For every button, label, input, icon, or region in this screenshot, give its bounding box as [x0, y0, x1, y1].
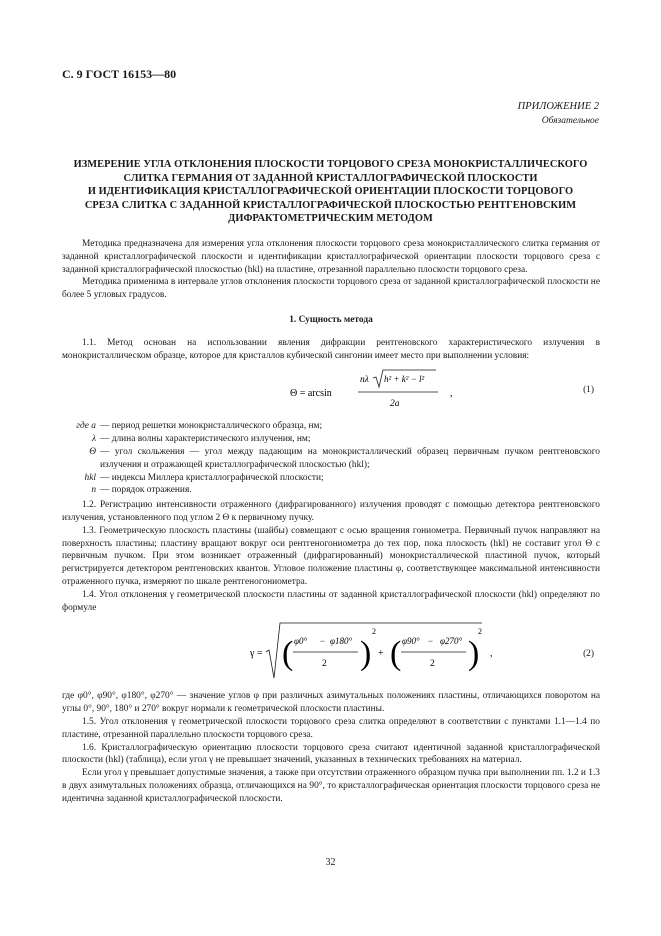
definition-symbol: n — [91, 485, 96, 496]
document-title — [58, 158, 603, 226]
formula-1-lhs: Θ = arcsin — [290, 388, 332, 400]
left-paren: ( — [282, 635, 294, 673]
equation-number-2: (2) — [583, 649, 594, 660]
standard-header: С. 9 ГОСТ 16153—80 — [62, 67, 177, 81]
appendix-status: Обязательное — [541, 116, 599, 126]
title-line: ИЗМЕРЕНИЕ УГЛА ОТКЛОНЕНИЯ ПЛОСКОСТИ ТОРЦОВОГО СРЕЗА МОНОКРИСТАЛЛИЧЕСКОГО — [73, 159, 588, 170]
denominator-1: 2 — [322, 659, 327, 670]
formula-1-radicand: h² + k² − l² — [384, 374, 425, 385]
exponent-1: 2 — [372, 627, 376, 637]
formula-1-numerator: nλ — [360, 375, 369, 386]
definition-symbol: hkl — [84, 472, 96, 483]
appendix-label — [518, 100, 599, 128]
paragraph-1-4-explanation: где φ0°, φ90°, φ180°, φ270° — значение углов φ при различных азимутальных положениях пластины, отличающихся поворотом на углы 0°, 90°, 180° и 270° вокруг нормали к геометрической плоскости пластины. — [62, 691, 600, 715]
paragraph-1-6-continued: Если угол γ превышает допустимые значения, а также при отсутствии отраженного образцом пучка при выполнении пп. 1.2 и 1.3 в двух азимутальных положениях образца, отличающихся на 90°, то кристаллографическая ориентация плоскости торцового среза не идентична заданной кристаллографической плоскости. — [62, 768, 600, 804]
formula-2-comma: , — [490, 648, 493, 660]
definition-item — [62, 433, 600, 446]
title-line: И ИДЕНТИФИКАЦИЯ КРИСТАЛЛОГРАФИЧЕСКОЙ ОРИЕНТАЦИИ ПЛОСКОСТИ ТОРЦОВОГО — [87, 186, 574, 198]
phi-90: φ90° — [402, 636, 420, 647]
phi-180: φ180° — [330, 636, 353, 647]
definition-symbol: λ — [91, 434, 96, 445]
denominator-2: 2 — [430, 659, 435, 670]
definition-item — [62, 446, 600, 472]
definition-item — [62, 484, 600, 497]
section-title: 1. Сущность метода — [289, 314, 373, 325]
formula-1-denominator: 2a — [390, 399, 400, 410]
title-line: ДИФРАКТОМЕТРИЧЕСКИМ МЕТОДОМ — [228, 213, 433, 225]
definition-symbol: Θ — [89, 446, 96, 457]
phi-270: φ270° — [440, 636, 463, 647]
equation-number-1: (1) — [583, 385, 594, 396]
title-line: СРЕЗА СЛИТКА С ЗАДАННОЙ КРИСТАЛЛОГРАФИЧЕСКОЙ ПЛОСКОСТЬЮ РЕНТГЕНОВСКИМ — [84, 199, 577, 211]
formula-2-graphic — [250, 620, 510, 684]
definition-list — [62, 420, 600, 497]
definition-item — [62, 472, 600, 485]
right-paren: ) — [468, 635, 480, 673]
paragraph-1-1: 1.1. Метод основан на использовании явления дифракции рентгеновского характеристического излучения в монокристаллическом образце, которое для кристаллов кубической сингонии имеет место при выполнении условия: — [62, 337, 600, 361]
paragraph-1-6: 1.6. Кристаллографическую ориентацию плоскости торцового среза считают идентичной заданной кристаллографической плоскости (hkl) (таблица), если угол γ не превышает значений, указанных в технических требованиях на материал. — [62, 742, 600, 766]
paragraph-1-3: 1.3. Геометрическую плоскость пластины (шайбы) совмещают с осью вращения гониометра. Первичный пучок направляют на поверхность пластины; пластину вращают вокруг оси рентгеногониометра до тех пор, пока плоскость (hkl) не составит угол Θ с первичным пучком. При этом возникает отраженный (дифрагированный) монокристаллической пластиной пучок, который регистрируется детектором рентгеновских квантов. Угловое положение пластины φ, соответствующее максимальной интенсивности отраженного пучка, измеряют по шкале рентгеногониометра. — [62, 525, 600, 587]
document-body — [62, 238, 600, 806]
appendix-title: ПРИЛОЖЕНИЕ 2 — [517, 101, 599, 112]
phi-0: φ0° — [294, 636, 308, 647]
definition-text: — порядок отражения. — [100, 485, 192, 496]
intro-paragraph: Методика предназначена для измерения угла отклонения плоскости торцового среза монокристаллического слитка германия от заданной кристаллографической плоскости и идентификации кристаллографической ориентации плоскости торцового среза с заданной кристаллографической плоскостью (hkl) на пластине, отрезанной параллельно плоскости торцового среза. — [62, 239, 600, 275]
minus-sign: − — [320, 636, 326, 647]
exponent-2: 2 — [478, 627, 482, 637]
intro-paragraph: Методика применима в интервале углов отклонения плоскости торцового среза от заданной кристаллографической плоскости не более 5 угловых градусов. — [62, 277, 600, 301]
definition-text: — угол скольжения — угол между падающим на монокристаллический образец первичным пучком рентгеновского излучения и отражающей кристаллографической плоскостью (hkl); — [100, 446, 600, 470]
definition-symbol: где a — [76, 421, 96, 432]
definition-item — [62, 420, 600, 433]
definition-text: — индексы Миллера кристаллографической плоскости; — [100, 472, 324, 483]
formula-1 — [62, 366, 600, 414]
paragraph-1-4: 1.4. Угол отклонения γ геометрической плоскости пластины от заданной кристаллографической плоскости (hkl) определяют по формуле — [62, 589, 600, 613]
plus-sign: + — [378, 648, 384, 660]
minus-sign: − — [428, 636, 434, 647]
definition-text: — длина волны характеристического излучения, нм; — [100, 434, 311, 445]
right-paren: ) — [360, 635, 372, 673]
paragraph-1-2: 1.2. Регистрацию интенсивности отраженного (дифрагированного) излучения проводят с помощью детектора рентгеновского излучения, установленного под углом 2 Θ к первичному пучку. — [62, 500, 600, 523]
definition-text: — период решетки монокристаллического образца, нм; — [100, 421, 323, 432]
title-line: СЛИТКА ГЕРМАНИЯ ОТ ЗАДАННОЙ КРИСТАЛЛОГРАФИЧЕСКОЙ ПЛОСКОСТИ — [123, 172, 538, 184]
formula-1-graphic — [290, 368, 460, 414]
formula-1-comma: , — [450, 388, 453, 400]
formula-2 — [62, 620, 600, 686]
left-paren: ( — [390, 635, 402, 673]
formula-2-lhs: γ = — [250, 648, 263, 660]
paragraph-1-5: 1.5. Угол отклонения γ геометрической плоскости торцового среза слитка определяют в соответствии с пунктами 1.1—1.4 по пластине, отрезанной параллельно плоскости торцового среза. — [62, 716, 600, 740]
page-number: 32 — [325, 857, 336, 868]
